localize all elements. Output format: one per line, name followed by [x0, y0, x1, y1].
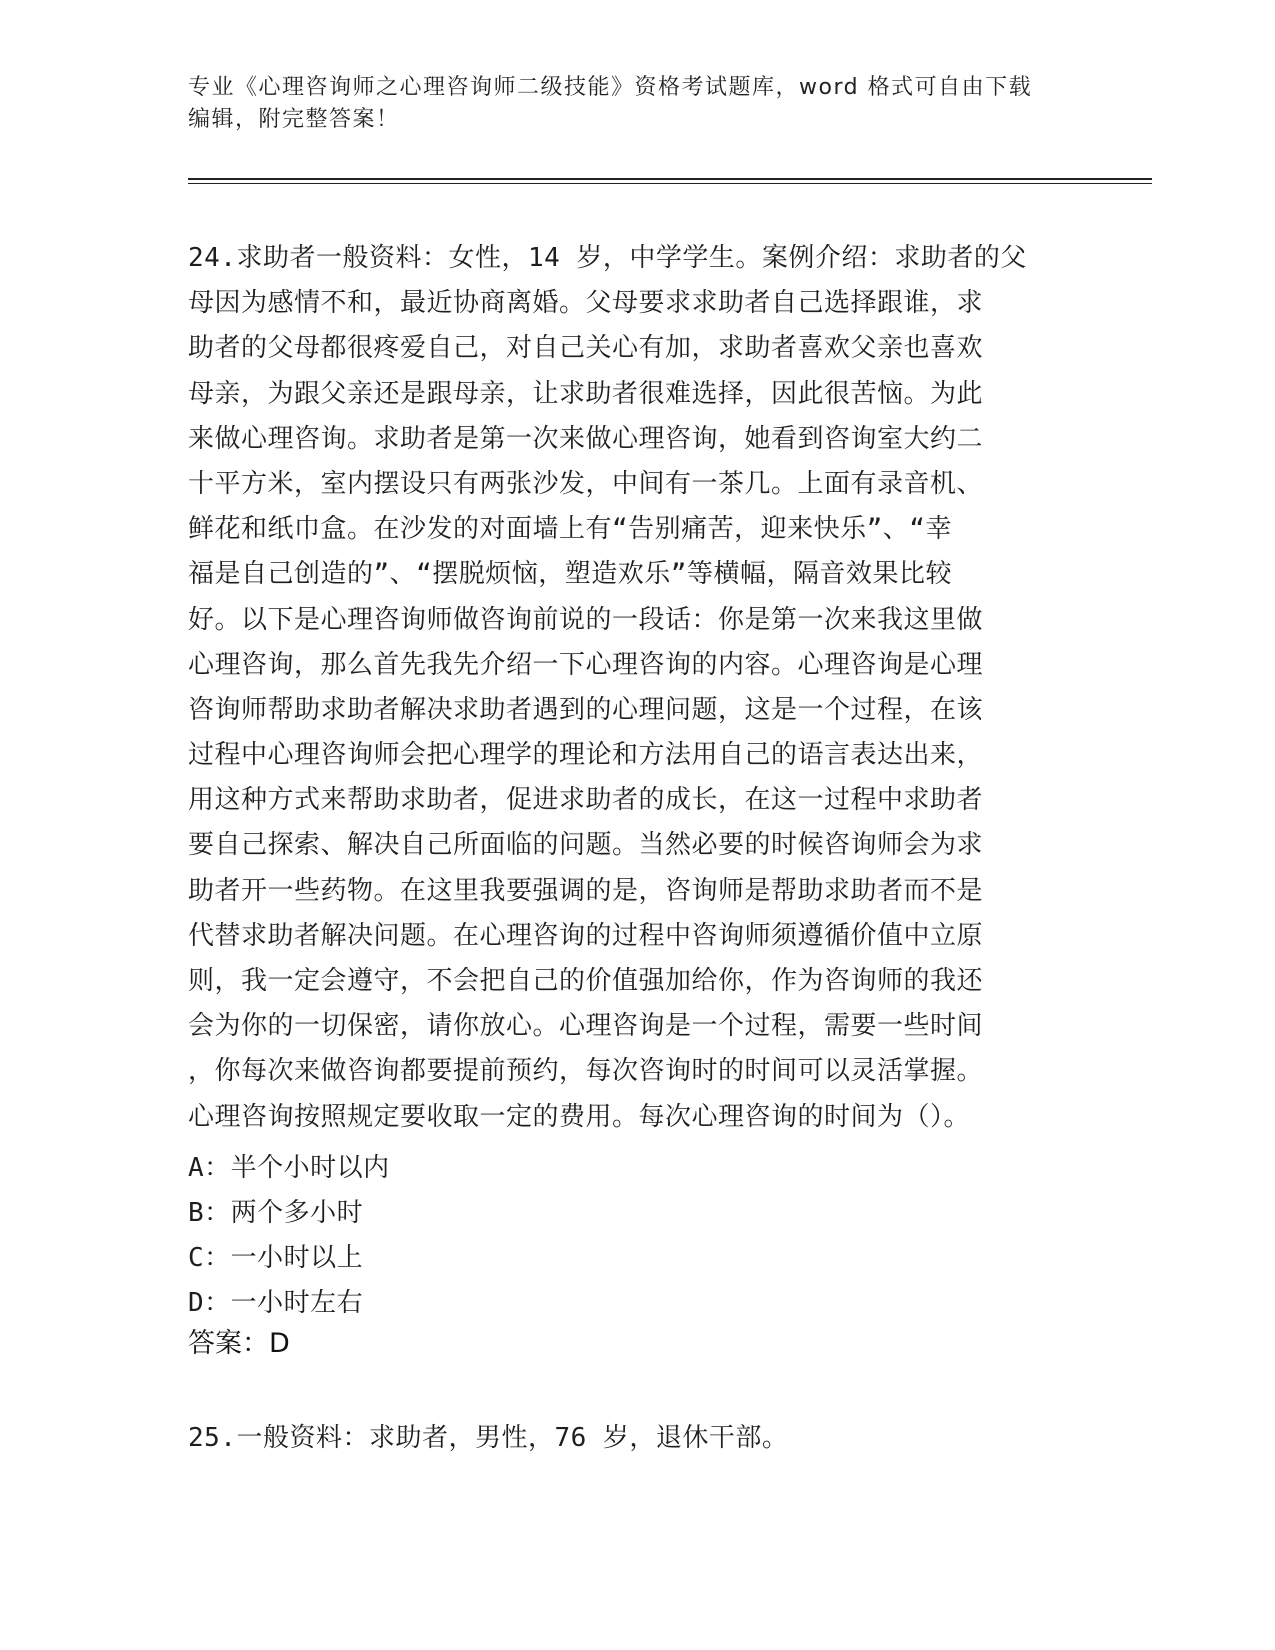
question-line: 助者开一些药物。在这里我要强调的是，咨询师是帮助求助者而不是	[188, 875, 984, 906]
question-25-text: 25.一般资料：求助者，男性，76 岁，退休干部。	[188, 1423, 789, 1453]
question-24-body	[188, 236, 1088, 1140]
question-line: 助者的父母都很疼爱自己，对自己关心有加，求助者喜欢父亲也喜欢	[188, 333, 984, 364]
question-line: 福是自己创造的”、“摆脱烦恼，塑造欢乐”等横幅，隔音效果比较	[188, 559, 952, 590]
header-rule-thin	[188, 183, 1152, 184]
option-b: B：两个多小时	[188, 1198, 364, 1228]
question-line: 会为你的一切保密，请你放心。心理咨询是一个过程，需要一些时间	[188, 1011, 984, 1042]
question-24-options	[188, 1146, 390, 1326]
question-24-answer: 答案：D	[188, 1328, 290, 1359]
question-line: 代替求助者解决问题。在心理咨询的过程中咨询师须遵循价值中立原	[188, 920, 984, 951]
option-d: D：一小时左右	[188, 1288, 364, 1318]
question-line: 心理咨询按照规定要收取一定的费用。每次心理咨询的时间为（）。	[188, 1101, 971, 1132]
question-line: ，你每次来做咨询都要提前预约，每次咨询时的时间可以灵活掌握。	[188, 1056, 984, 1087]
question-line: 则，我一定会遵守，不会把自己的价值强加给你，作为咨询师的我还	[188, 966, 984, 996]
document-header	[188, 72, 1088, 136]
header-line: 专业《心理咨询师之心理咨询师二级技能》资格考试题库，word 格式可自由下载	[188, 75, 1033, 100]
header-rule-thick	[188, 178, 1152, 180]
option-c: C：一小时以上	[188, 1243, 364, 1273]
question-line: 心理咨询，那么首先我先介绍一下心理咨询的内容。心理咨询是心理	[188, 649, 984, 680]
question-line: 十平方米，室内摆设只有两张沙发，中间有一茶几。上面有录音机、	[188, 468, 984, 499]
question-line: 24.求助者一般资料：女性，14 岁，中学学生。案例介绍：求助者的父	[188, 243, 1027, 273]
question-line: 过程中心理咨询师会把心理学的理论和方法用自己的语言表达出来，	[188, 740, 984, 771]
question-line: 母因为感情不和，最近协商离婚。父母要求求助者自己选择跟谁，求	[188, 288, 984, 319]
question-line: 要自己探索、解决自己所面临的问题。当然必要的时候咨询师会为求	[188, 830, 984, 861]
question-line: 用这种方式来帮助求助者，促进求助者的成长，在这一过程中求助者	[188, 785, 984, 816]
question-line: 母亲，为跟父亲还是跟母亲，让求助者很难选择，因此很苦恼。为此	[188, 378, 984, 409]
header-line: 编辑，附完整答案！	[188, 107, 400, 132]
question-line: 来做心理咨询。求助者是第一次来做心理咨询，她看到咨询室大约二	[188, 423, 984, 454]
question-line: 好。以下是心理咨询师做咨询前说的一段话：你是第一次来我这里做	[188, 604, 984, 635]
question-line: 鲜花和纸巾盒。在沙发的对面墙上有“告别痛苦，迎来快乐”、“幸	[188, 514, 952, 545]
option-a: A：半个小时以内	[188, 1153, 390, 1183]
question-line: 咨询师帮助求助者解决求助者遇到的心理问题，这是一个过程，在该	[188, 694, 984, 725]
